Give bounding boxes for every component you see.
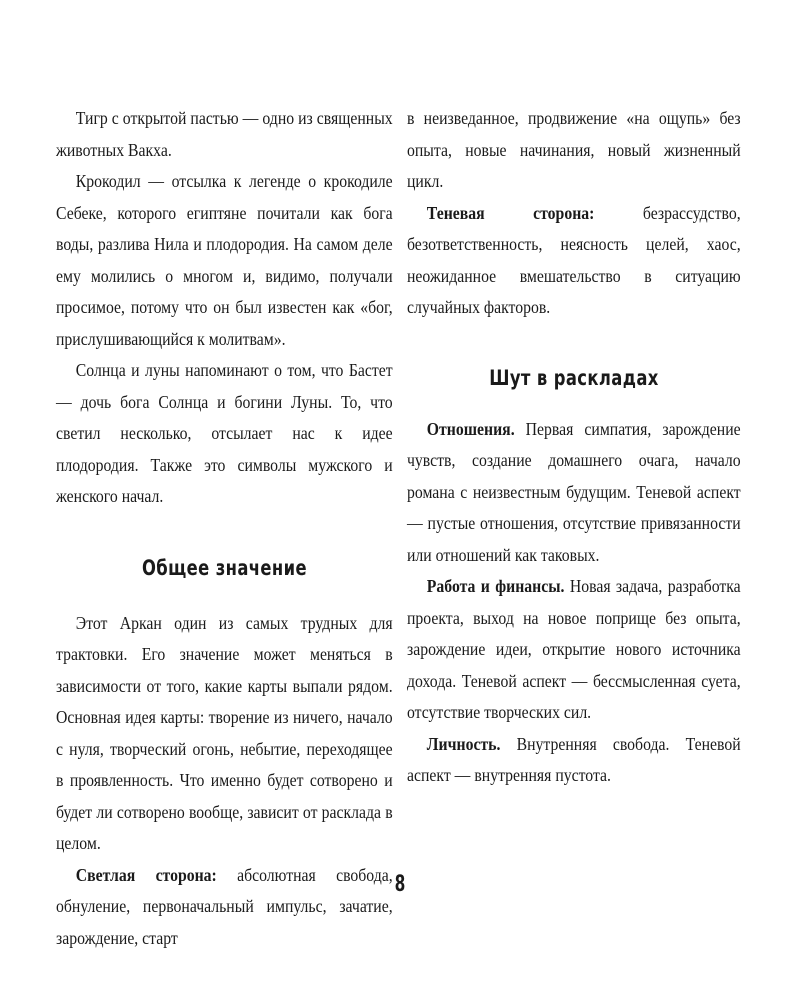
section-heading-fool-in-spreads: Шут в раскладах: [489, 365, 659, 390]
shadow-side-label: Теневая сторона:: [426, 202, 595, 223]
relationships-text: Первая симпатия, зарождение чувств, создание домашнего очага, начало романа с неизвестным будущим. Теневой аспект — пустые отношения, отсутствие привязанности или отношений как таковых.: [407, 418, 741, 565]
left-column: [56, 103, 393, 954]
work-finance-text: Новая задача, разработка проекта, выход на новое поприще без опыта, зарождение идеи, открытие нового источника дохода. Теневой аспект — бессмысленная суета, отсутствие творческих сил.: [407, 576, 741, 722]
work-finance-label: Работа и финансы.: [426, 576, 565, 596]
page-number: 8: [394, 872, 406, 897]
right-column: [407, 103, 741, 792]
paragraph-personality: [407, 729, 741, 792]
paragraph-arcana-meaning: Этот Аркан один из самых трудных для трактовки. Его значение может меняться в зависимости от того, какие карты выпали рядом. Основная идея карты: творение из ничего, начало с нуля, творческий огонь, небытие, переходящее в проявленность. Что именно будет сотворено и будет ли сотворено вообще, зависит от расклада в целом.: [56, 612, 393, 853]
light-side-text: абсолютная свобода, обнуление, первоначальный импульс, зачатие, зарождение, старт: [56, 864, 393, 948]
shadow-side-text: безрассудство, безответственность, неясность целей, хаос, неожиданное вмешательство в ситуацию случайных факторов.: [407, 202, 741, 317]
light-side-label: Светлая сторона:: [75, 864, 217, 885]
paragraph-work-finance: [407, 571, 741, 729]
paragraph-sun-moon: Солнца и луны напоминают о том, что Бастет — дочь бога Солнца и богини Луны. То, что светил несколько, отсылает нас к идее плодородия. Также это символы мужского и женского начал.: [56, 360, 393, 506]
personality-label: Личность.: [426, 733, 501, 754]
paragraph-continuation: в неизведанное, продвижение «на ощупь» без опыта, новые начинания, новый жизненный цикл.: [407, 108, 741, 191]
section-heading-general-meaning: Общее значение: [141, 555, 307, 580]
personality-text: Внутренняя свобода. Теневой аспект — внутренняя пустота.: [407, 733, 741, 785]
paragraph-relationships: [407, 414, 741, 572]
relationships-label: Отношения.: [426, 418, 515, 439]
paragraph-crocodile: Крокодил — отсылка к легенде о крокодиле Себеке, которого египтяне почитали как бога воды, разлива Нила и плодородия. На самом деле ему молились о многом и, видимо, получали просимое, потому что он был известен как «бог, прислушивающийся к молитвам».: [56, 171, 393, 349]
paragraph-shadow-side: [407, 198, 741, 324]
paragraph-tiger: Тигр с открытой пастью — одно из священных животных Вакха.: [56, 108, 393, 160]
